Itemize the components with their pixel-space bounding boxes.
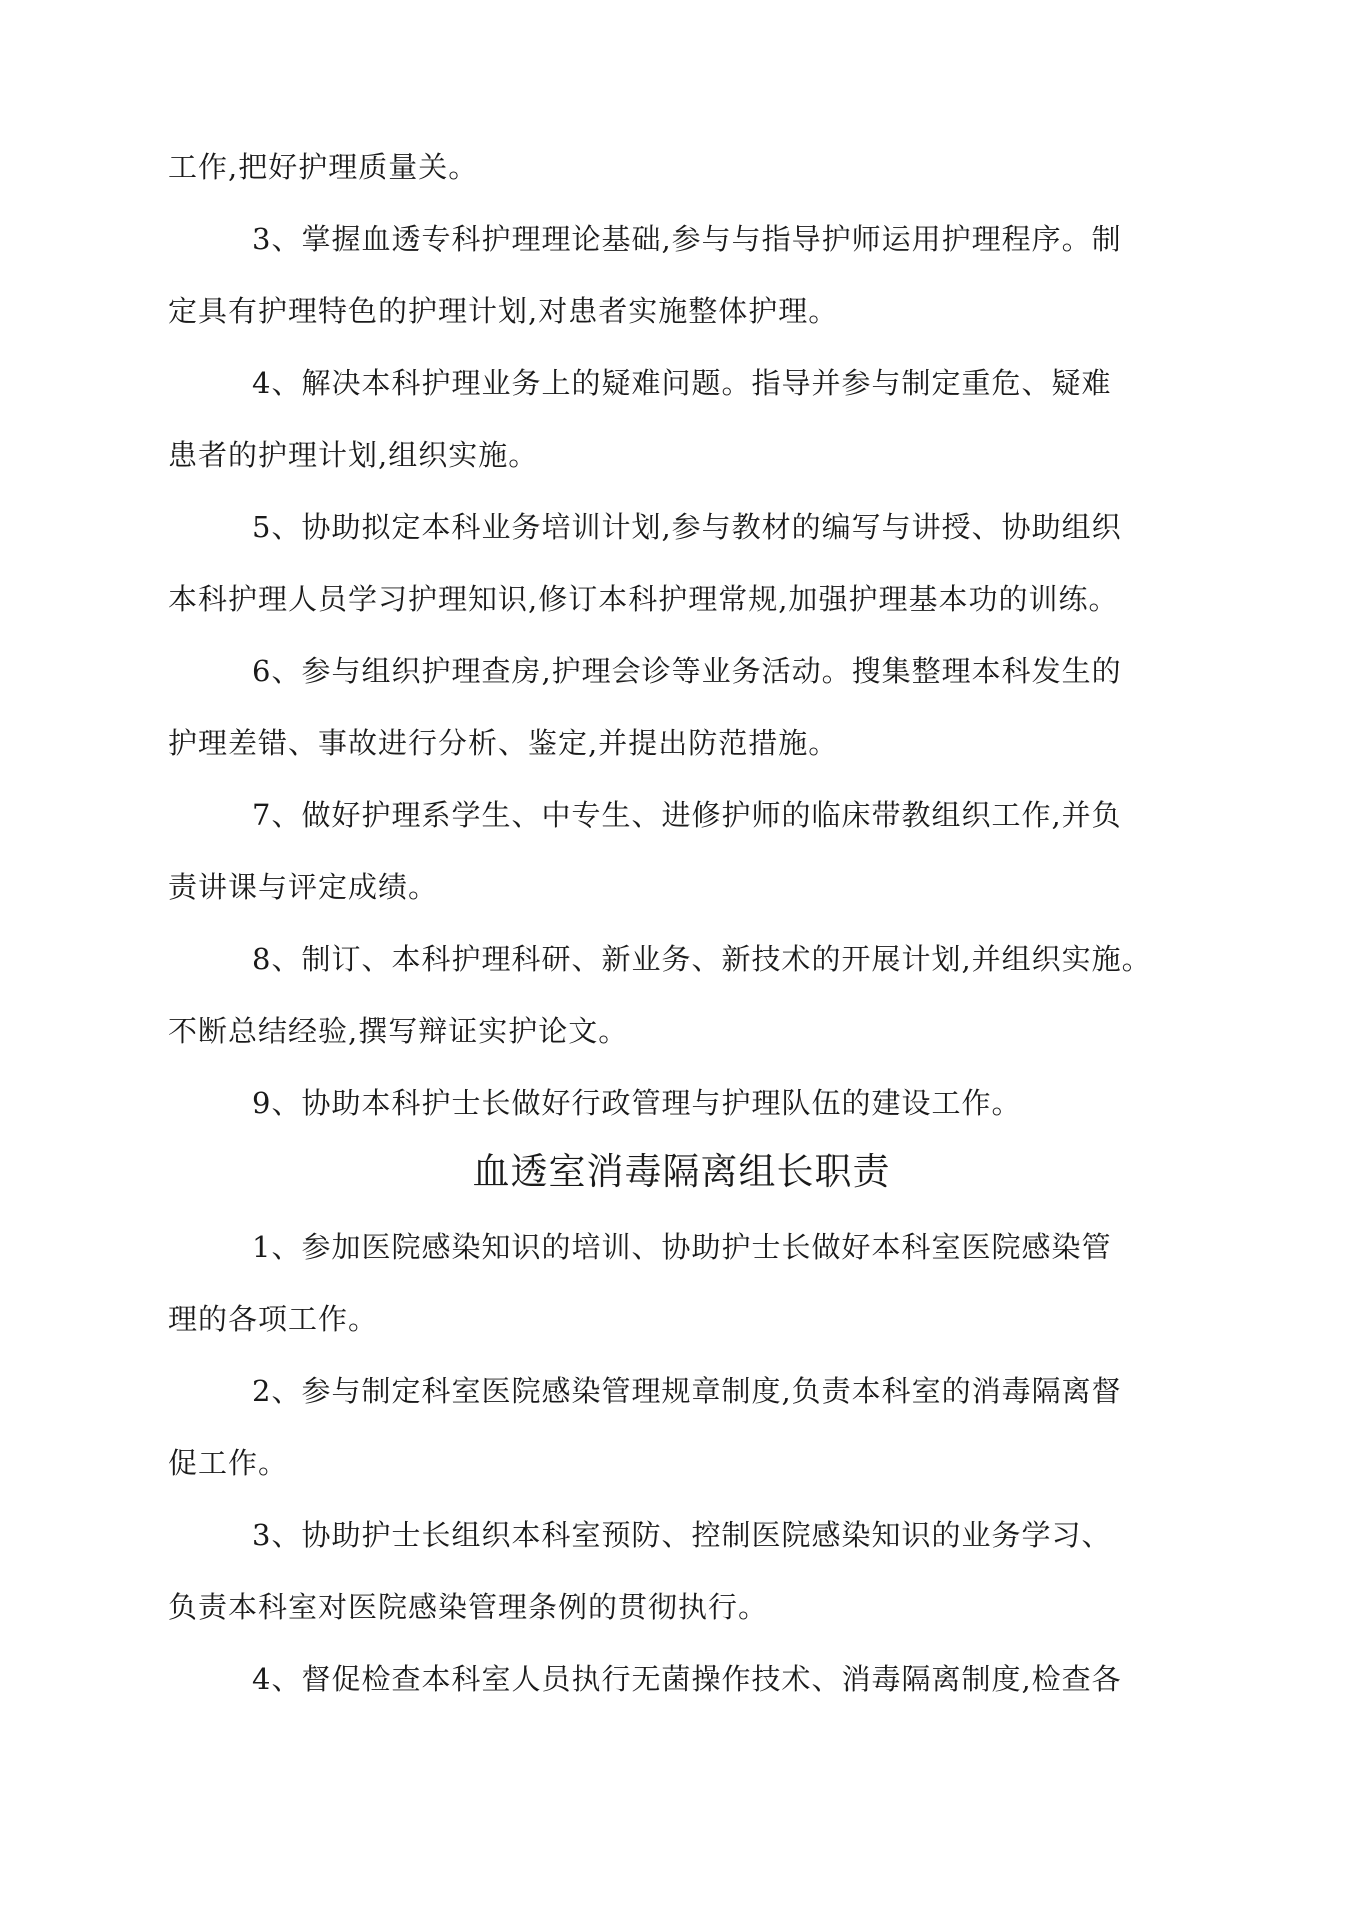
section2-item-1-continuation: 理的各项工作。 [168,1302,379,1336]
paragraph-item-7-continuation: 责讲课与评定成绩。 [168,870,439,904]
section-title: 血透室消毒隔离组长职责 [472,1150,891,1193]
section2-item-3-continuation: 负责本科室对医院感染管理条例的贯彻执行。 [168,1590,769,1624]
paragraph-item-3-continuation: 定具有护理特色的护理计划,对患者实施整体护理。 [168,294,839,328]
section2-item-1: 1、参加医院感染知识的培训、协助护士长做好本科室医院感染管 [252,1230,1112,1264]
paragraph-continuation: 工作,把好护理质量关。 [168,150,479,184]
paragraph-item-5: 5、协助拟定本科业务培训计划,参与教材的编写与讲授、协助组织 [252,510,1122,544]
paragraph-item-3: 3、掌握血透专科护理理论基础,参与与指导护师运用护理程序。制 [252,222,1122,256]
paragraph-item-8-continuation: 不断总结经验,撰写辩证实护论文。 [168,1014,629,1048]
paragraph-item-6: 6、参与组织护理查房,护理会诊等业务活动。搜集整理本科发生的 [252,654,1122,688]
paragraph-item-5-continuation: 本科护理人员学习护理知识,修订本科护理常规,加强护理基本功的训练。 [168,582,1119,616]
paragraph-item-9: 9、协助本科护士长做好行政管理与护理队伍的建设工作。 [252,1086,1022,1120]
section2-item-2-continuation: 促工作。 [168,1446,289,1480]
section2-item-4: 4、督促检查本科室人员执行无菌操作技术、消毒隔离制度,检查各 [252,1662,1122,1696]
paragraph-item-4-continuation: 患者的护理计划,组织实施。 [168,438,539,472]
paragraph-item-6-continuation: 护理差错、事故进行分析、鉴定,并提出防范措施。 [168,726,839,760]
section2-item-2: 2、参与制定科室医院感染管理规章制度,负责本科室的消毒隔离督 [252,1374,1122,1408]
paragraph-item-4: 4、解决本科护理业务上的疑难问题。指导并参与制定重危、疑难 [252,366,1112,400]
section2-item-3: 3、协助护士长组织本科室预防、控制医院感染知识的业务学习、 [252,1518,1112,1552]
paragraph-item-7: 7、做好护理系学生、中专生、进修护师的临床带教组织工作,并负 [252,798,1122,832]
paragraph-item-8: 8、制订、本科护理科研、新业务、新技术的开展计划,并组织实施。 [252,942,1152,976]
